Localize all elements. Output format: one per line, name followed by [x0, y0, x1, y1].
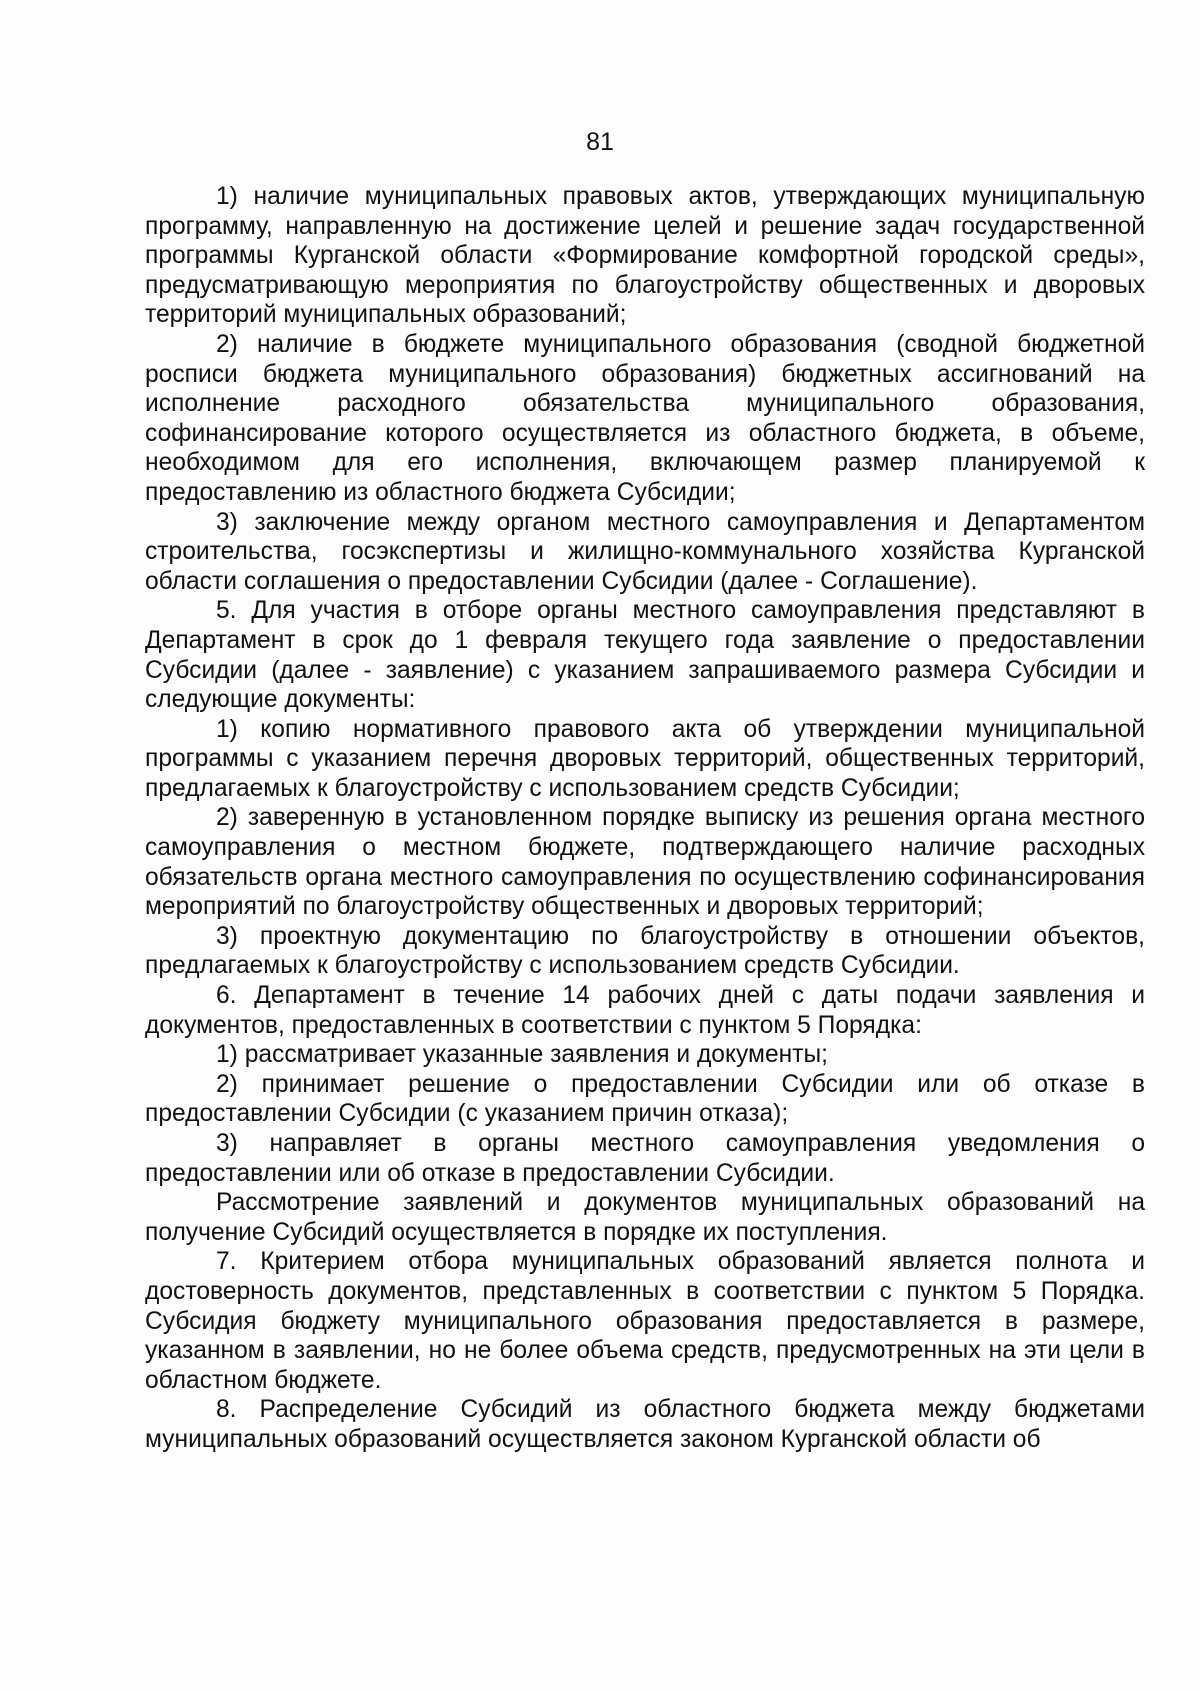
document-body — [145, 182, 1145, 1455]
paragraph-item-1-approval-acts: 1) наличие муниципальных правовых актов, утверждающих муниципальную программу, направленную на достижение целей и решение задач государственной программы Курганской области «Формирование комфортной городской среды», предусматривающую мероприятия по благоустройству общественных и дворовых территорий муниципальных образований; — [145, 183, 1145, 329]
paragraph-section-5-participation: 5. Для участия в отборе органы местного самоуправления представляют в Департамент в срок до 1 февраля текущего года заявление о предоставлении Субсидии (далее - заявление) с указанием запрашиваемого размера Субсидии и следующие документы: — [145, 597, 1145, 714]
paragraph-item-2-budget-allocations: 2) наличие в бюджете муниципального образования (сводной бюджетной росписи бюджета муниципального образования) бюджетных ассигнований на исполнение расходного обязательства муниципального образования, софинансирование которого осуществляется из областного бюджета, в объеме, необходимом для его исполнения, включающем размер планируемой к предоставлению из областного бюджета Субсидии; — [145, 330, 1145, 506]
paragraph-section-6-item-1: 1) рассматривает указанные заявления и документы; — [216, 1041, 828, 1069]
paragraph-section-6-item-3: 3) направляет в органы местного самоуправления уведомления о предоставлении или об отказе в предоставлении Субсидии. — [145, 1130, 1145, 1187]
paragraph-section-7-criteria: 7. Критерием отбора муниципальных образований является полнота и достоверность документов, представленных в соответствии с пунктом 5 Порядка. Субсидия бюджету муниципального образования предоставляется в размере, указанном в заявлении, но не более объема средств, предусмотренных на эти цели в областном бюджете. — [145, 1248, 1145, 1394]
paragraph-review-order: Рассмотрение заявлений и документов муниципальных образований на получение Субсидий осуществляется в порядке их поступления. — [145, 1189, 1145, 1246]
paragraph-section-8-distribution: 8. Распределение Субсидий из областного бюджета между бюджетами муниципальных образований осуществляется законом Курганской области об — [145, 1396, 1145, 1453]
paragraph-section-6-department: 6. Департамент в течение 14 рабочих дней с даты подачи заявления и документов, предоставленных в соответствии с пунктом 5 Порядка: — [145, 982, 1145, 1039]
paragraph-item-3-agreement: 3) заключение между органом местного самоуправления и Департаментом строительства, госэкспертизы и жилищно-коммунального хозяйства Курганской области соглашения о предоставлении Субсидии (далее - Соглашение). — [145, 508, 1145, 595]
paragraph-section-5-item-3: 3) проектную документацию по благоустройству в отношении объектов, предлагаемых к благоустройству с использованием средств Субсидии. — [145, 922, 1145, 980]
paragraph-section-5-item-2: 2) заверенную в установленном порядке выписку из решения органа местного самоуправления о местном бюджете, подтверждающего наличие расходных обязательств органа местного самоуправления по осуществлению софинансирования мероприятий по благоустройству общественных и дворовых территорий; — [145, 804, 1145, 921]
page-number: 81 — [586, 128, 614, 156]
paragraph-section-5-item-1: 1) копию нормативного правового акта об утверждении муниципальной программы с указанием перечня дворовых территорий, общественных территорий, предлагаемых к благоустройству с использованием средств Субсидии; — [145, 715, 1145, 802]
paragraph-section-6-item-2: 2) принимает решение о предоставлении Субсидии или об отказе в предоставлении Субсидии (с указанием причин отказа); — [145, 1070, 1145, 1128]
